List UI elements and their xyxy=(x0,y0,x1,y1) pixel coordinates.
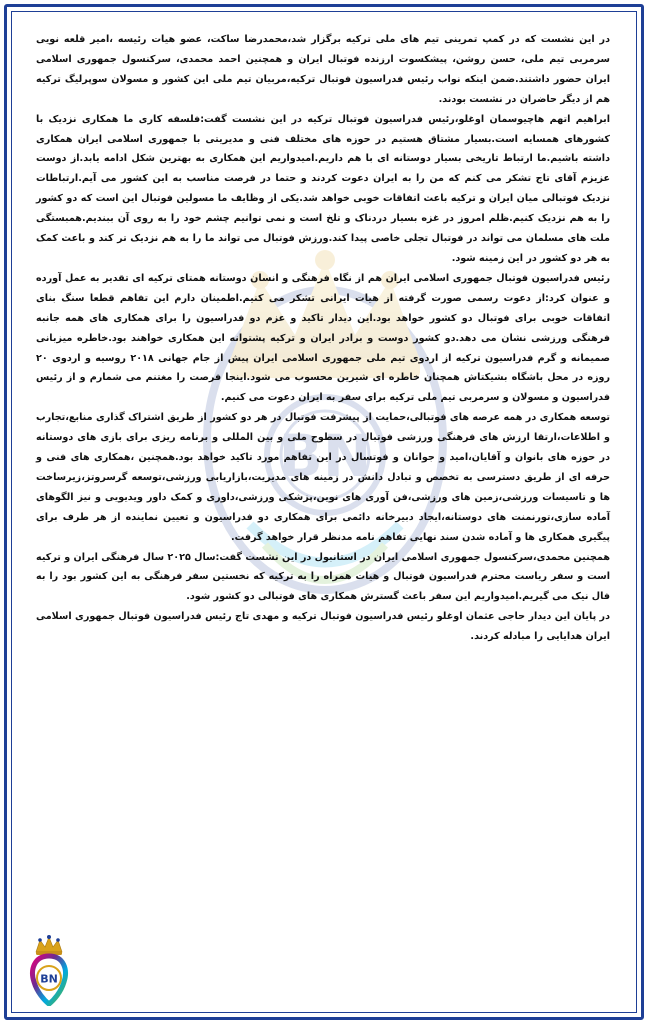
paragraph-4: توسعه همکاری در همه عرصه های فوتبالی،حمایت از پیشرفت فوتبال در هر دو کشور از طریق اشتراک گذاری منابع،تجارب و اطلاعات،ارتقا ارزش های فرهنگی ورزشی فوتبال در سطوح ملی و بین المللی و برنامه ریزی برای بازی های دوستانه در حوزه های بانوان و آقایان،امید و جوانان و فوتسال در این تفاهم مورد تاکید خواهد بود.همچنین ،همکاری های فنی و حرفه ای از طریق دسترسی به تخصص و تبادل دانش در زمینه های مدیریت،بازاریابی ورزشی،توسعه گرسروتز،زیرساخت ها و تاسیسات ورزشی،زمین های ورزشی،فن آوری های نوین،پزشکی ورزشی،داوری و کمک داور ویدیویی و نیز الگوهای آماده سازی،تورنمنت های دوستانه،ایجاد دبیرخانه دائمی برای همکاری دو فدراسیون و تعیین نماینده از هر طرف برای پیگیری همکاری ها و آماده شدن سند نهایی تفاهم نامه مدنظر قرار خواهد گرفت. xyxy=(36,412,610,543)
paragraph-5: همچنین محمدی،سرکنسول جمهوری اسلامی ایران در استانبول در این نشست گفت:سال ۲۰۲۵ سال فرهنگی ایران و ترکیه است و سفر ریاست محترم فدراسیون فوتبال و هیات همراه را به ترکیه که نخستین سفر فرهنگی به این کشور بود را به فال نیک می گیریم.امیدواریم این سفر باعث گسترش همکاری های فوتبالی دو کشور شود. xyxy=(36,551,610,603)
svg-text:BN: BN xyxy=(278,422,372,490)
paragraph-3: رئیس فدراسیون فوتبال جمهوری اسلامی ایران هم از نگاه فرهنگی و انسان دوستانه همتای ترکیه ای تقدیر به عمل آورده و عنوان کرد:از دعوت رسمی صورت گرفته از هیات ایرانی تشکر می کنیم.اطمینان دارم این تفاهم قطعا سنگ بنای اتفاقات خوبی برای فوتبال دو کشور خواهد بود.این دیدار تاکید و عزم دو فدراسیون را برای همکاری های همه جانبه فرهنگی ورزشی نشان می دهد.دو کشور دوست و برادر ایران و ترکیه پشتوانه این همکاری خواهند بود.خاطره میزبانی صمیمانه و گرم فدراسیون ترکیه از اردوی تیم ملی جمهوری اسلامی ایران پیش از جام جهانی ۲۰۱۸ روسیه و اردوی ۲۰ روزه در محل باشگاه بشیکتاش همچنان خاطره ای شیرین محسوب می شود.اینجا فرصت را مغتنم می شمارم و از رئیس فدراسیون و مسولان و سرمربی تیم ملی ترکیه برای سفر به ایران دعوت می کنیم. xyxy=(36,272,610,404)
svg-text:BN: BN xyxy=(40,972,58,986)
paragraph-2: ابراهیم اتهم هاچیوسمان اوغلو،رئیس فدراسیون فوتبال ترکیه در این نشست گفت:فلسفه کاری ما همکاری نزدیک با کشورهای همسایه است.بسیار مشتاق هستیم در حوزه های مختلف فنی و مدیریتی با جمهوری اسلامی ایران همکاری داشته باشیم.ما ارتباط تاریخی بسیار دوستانه ای با هم داریم.امیدواریم این همکاری به بهترین شکل ادامه یابد.از دوست عزیزم آقای تاج تشکر می کنم که من را به ایران دعوت کردند و حتما در فرصت مناسب به این کشور می آیم.ارتباطات نزدیک فوتبالی میان ایران و ترکیه باعث اتفاقات خوبی خواهد شد.یکی از وظایف ما مسولین فوتبال این است که دو کشور را به هم نزدیک کنیم.ظلم امروز در غزه بسیار دردناک و تلخ است و نمی توانیم چشم خود را به روی آن ببندیم.همبستگی ملت های مسلمان می تواند در فوتبال تجلی خاصی پیدا کند.ورزش فوتبال می تواند ما را به هم نزدیک تر کند و باعث کمک به هر دو کشور در این زمینه شود. xyxy=(36,113,610,264)
paragraph-6: در پایان این دیدار حاجی عثمان اوغلو رئیس فدراسیون فوتبال ترکیه و مهدی تاج رئیس فدراسیون فوتبال جمهوری اسلامی ایران هدایایی را مبادله کردند. xyxy=(36,611,610,643)
bn-corner-logo xyxy=(26,934,72,1006)
article-body xyxy=(36,30,610,647)
paragraph-1: در این نشست که در کمپ تمرینی تیم های ملی ترکیه برگزار شد،محمدرضا ساکت، عضو هیات رئیسه ،امیر قلعه نویی سرمربی تیم ملی، حسن روشن، پیشکسوت ارزنده فوتبال ایران و همچنین احمد محمدی، سرکنسول جمهوری اسلامی ایران حضور داشتند.ضمن اینکه نواب رئیس فدراسیون فوتبال ترکیه،مربیان تیم ملی این کشور و مسولان سوپرلیگ ترکیه هم از دیگر حاضران در نشست بودند. xyxy=(36,34,610,105)
